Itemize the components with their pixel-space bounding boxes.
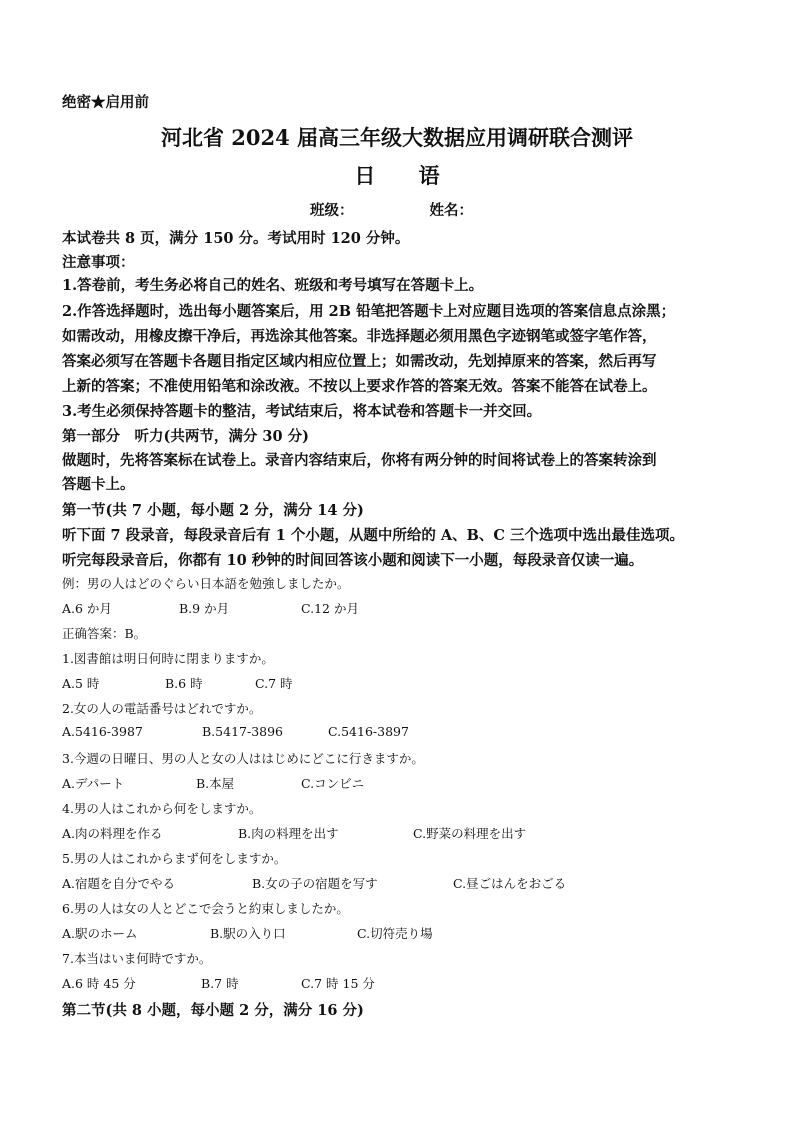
question-4-options: [62, 824, 526, 842]
question-3-options: [62, 774, 364, 792]
part1-heading: 第一部分 听力(共两节，满分 30 分): [62, 428, 309, 445]
option-c: C.コンビニ: [301, 776, 365, 791]
note-3: 3.考生必须保持答题卡的整洁，考试结束后，将本试卷和答题卡一并交回。: [62, 403, 542, 420]
option-a: A.5416-3987: [62, 724, 143, 739]
option-b: B.7 時: [201, 976, 239, 991]
option-c: C.野菜の料理を出す: [413, 826, 527, 841]
example-question: 例：男の人はどのぐらい日本語を勉強しましたか。: [62, 576, 350, 591]
note-2-line-3: 答案必须写在答题卡各题目指定区域内相应位置上；如需改动，先划掉原来的答案，然后再写: [62, 353, 657, 370]
section1-instruction-line-1: 听下面 7 段录音，每段录音后有 1 个小题，从题中所给的 A、B、C 三个选项中选出最佳选项。: [62, 527, 685, 544]
question-5: 5.男の人はこれからまず何をしますか。: [62, 851, 287, 866]
question-6: 6.男の人は女の人とどこで会うと約束しましたか。: [62, 901, 349, 916]
option-b: B.肉の料理を出す: [238, 826, 339, 841]
option-b: B.9 か月: [179, 601, 230, 616]
name-label: 姓名：: [429, 202, 473, 219]
option-b: B.本屋: [196, 776, 235, 791]
option-a: A.6 時 45 分: [62, 976, 136, 991]
option-a: A.駅のホーム: [62, 926, 138, 941]
option-c: C.昼ごはんをおごる: [453, 876, 567, 891]
part1-instruction-line-2: 答题卡上。: [62, 476, 135, 493]
option-c: C.7 時 15 分: [301, 976, 375, 991]
pages-info: 本试卷共 8 页，满分 150 分。考试用时 120 分钟。: [62, 230, 410, 247]
subject-title: 日 语: [354, 163, 458, 188]
option-a: A.5 時: [62, 676, 100, 691]
note-2-line-4: 上新的答案；不准使用铅笔和涂改液。不按以上要求作答的答案无效。答案不能答在试卷上。: [62, 378, 657, 395]
class-label: 班级：: [310, 202, 354, 219]
confidential-mark: 绝密★启用前: [62, 94, 149, 111]
option-c: C.7 時: [255, 676, 293, 691]
example-answer: 正确答案：B。: [62, 626, 147, 641]
question-7: 7.本当はいま何時ですか。: [62, 951, 212, 966]
note-2-line-1: 2.作答选择题时，选出每小题答案后，用 2B 铅笔把答题卡上对应题目选项的答案信息点涂黑；: [62, 303, 676, 320]
exam-title: 河北省 2024 届高三年级大数据应用调研联合测评: [160, 125, 634, 150]
class-name-line: [310, 199, 473, 220]
option-c: C.12 か月: [301, 601, 359, 616]
section2-heading: 第二节(共 8 小题，每小题 2 分，满分 16 分): [62, 1002, 364, 1019]
part1-instruction-line-1: 做题时，先将答案标在试卷上。录音内容结束后，你将有两分钟的时间将试卷上的答案转涂到: [62, 452, 657, 469]
option-a: A.宿題を自分でやる: [62, 876, 176, 891]
option-c: C.切符売り場: [357, 926, 433, 941]
question-7-options: [62, 974, 375, 992]
question-1-options: [62, 674, 293, 692]
section1-instruction-line-2: 听完每段录音后，你都有 10 秒钟的时间回答该小题和阅读下一小题，每段录音仅读一遍。: [62, 552, 644, 569]
option-c: C.5416-3897: [328, 724, 409, 739]
question-1: 1.図書館は明日何時に閉まりますか。: [62, 651, 274, 666]
note-2-line-2: 如需改动，用橡皮擦干净后，再选涂其他答案。非选择题必须用黑色字迹钢笔或签字笔作答，: [62, 328, 657, 345]
option-a: A.デパート: [62, 776, 125, 791]
question-6-options: [62, 924, 433, 942]
option-a: A.肉の料理を作る: [62, 826, 163, 841]
question-2-options: [62, 724, 409, 739]
section1-heading: 第一节(共 7 小题，每小题 2 分，满分 14 分): [62, 502, 364, 519]
question-3: 3.今週の日曜日、男の人と女の人ははじめにどこに行きますか。: [62, 751, 424, 766]
option-b: B.6 時: [165, 676, 203, 691]
notes-title: 注意事项：: [62, 254, 135, 271]
option-b: B.5417-3896: [202, 724, 284, 739]
question-2: 2.女の人の電話番号はどれですか。: [62, 701, 262, 716]
question-4: 4.男の人はこれから何をしますか。: [62, 801, 262, 816]
example-options: [62, 599, 359, 617]
note-1: 1.答卷前，考生务必将自己的姓名、班级和考号填写在答题卡上。: [62, 277, 484, 294]
question-5-options: [62, 874, 566, 892]
option-b: B.女の子の宿題を写す: [252, 876, 378, 891]
option-b: B.駅の入り口: [210, 926, 286, 941]
option-a: A.6 か月: [62, 601, 112, 616]
